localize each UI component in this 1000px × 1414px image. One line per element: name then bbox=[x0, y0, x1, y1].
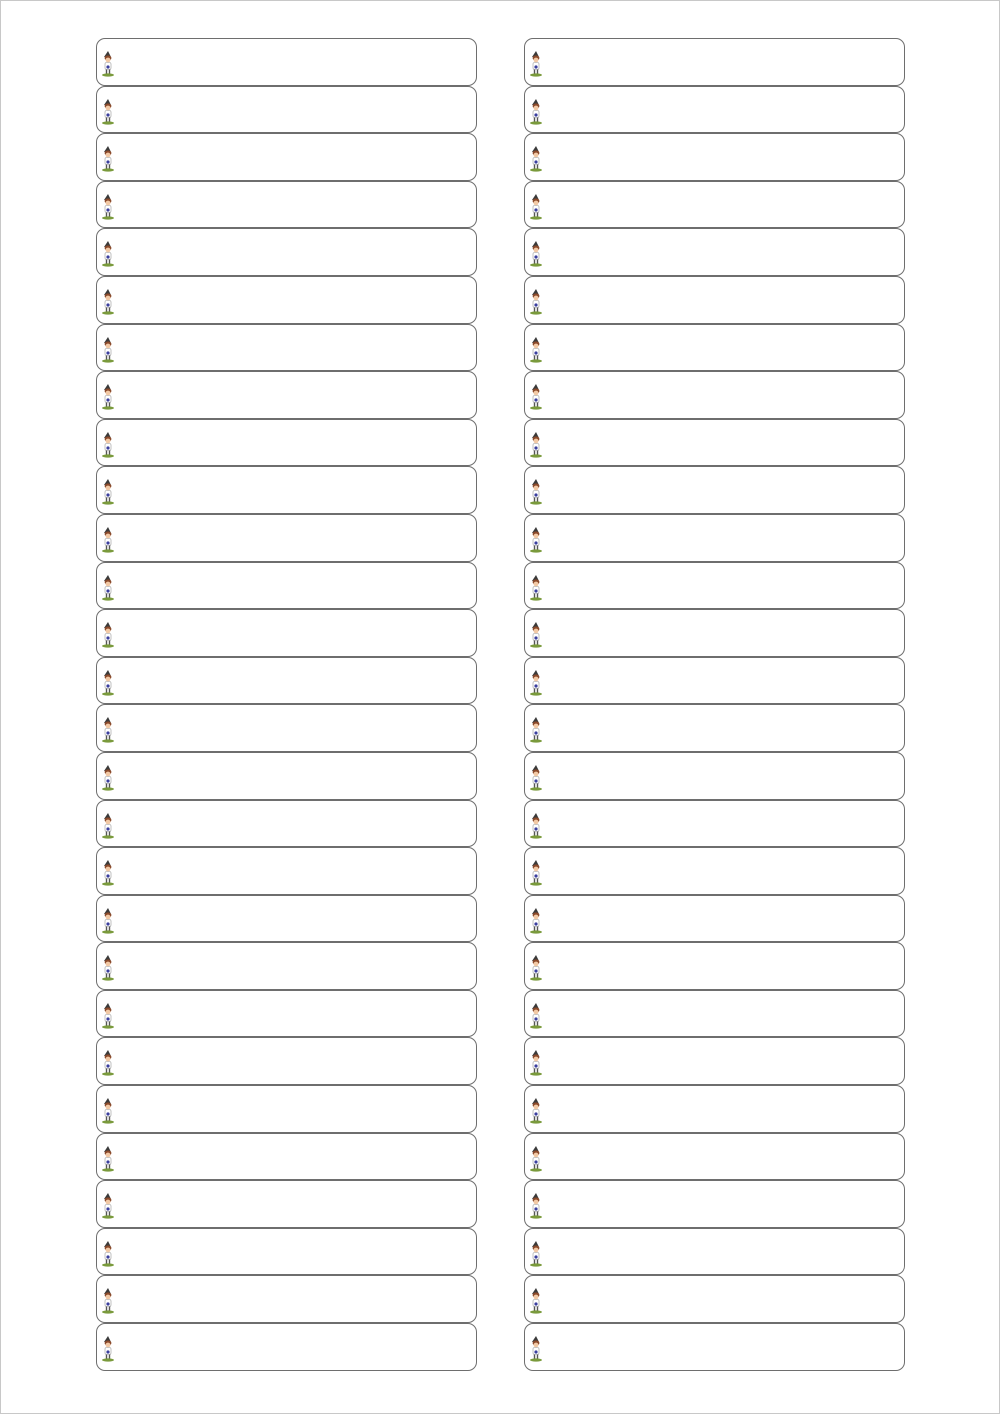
cartoon-child-figure-icon bbox=[101, 670, 115, 698]
name-label[interactable] bbox=[96, 1275, 477, 1323]
name-label[interactable] bbox=[524, 1037, 905, 1085]
cartoon-child-figure-icon bbox=[101, 908, 115, 936]
cartoon-child-figure-icon bbox=[101, 51, 115, 79]
label-column-left bbox=[96, 38, 477, 1371]
name-label[interactable] bbox=[96, 1180, 477, 1228]
cartoon-child-figure-icon bbox=[529, 908, 543, 936]
cartoon-child-figure-icon bbox=[101, 1146, 115, 1174]
name-label[interactable] bbox=[524, 752, 905, 800]
cartoon-child-figure-icon bbox=[101, 955, 115, 983]
cartoon-child-figure-icon bbox=[101, 289, 115, 317]
cartoon-child-figure-icon bbox=[529, 289, 543, 317]
cartoon-child-figure-icon bbox=[101, 241, 115, 269]
cartoon-child-figure-icon bbox=[529, 1288, 543, 1316]
name-label[interactable] bbox=[524, 419, 905, 467]
cartoon-child-figure-icon bbox=[101, 717, 115, 745]
name-label[interactable] bbox=[524, 990, 905, 1038]
name-label[interactable] bbox=[96, 371, 477, 419]
cartoon-child-figure-icon bbox=[529, 1193, 543, 1221]
name-label[interactable] bbox=[96, 609, 477, 657]
name-label[interactable] bbox=[524, 1085, 905, 1133]
name-label[interactable] bbox=[524, 1228, 905, 1276]
label-column-right bbox=[524, 38, 905, 1371]
name-label[interactable] bbox=[524, 38, 905, 86]
name-label[interactable] bbox=[96, 990, 477, 1038]
name-label[interactable] bbox=[524, 228, 905, 276]
cartoon-child-figure-icon bbox=[101, 146, 115, 174]
name-label[interactable] bbox=[96, 514, 477, 562]
cartoon-child-figure-icon bbox=[529, 1003, 543, 1031]
cartoon-child-figure-icon bbox=[101, 384, 115, 412]
name-label[interactable] bbox=[96, 133, 477, 181]
name-label[interactable] bbox=[96, 562, 477, 610]
name-label[interactable] bbox=[96, 847, 477, 895]
cartoon-child-figure-icon bbox=[529, 99, 543, 127]
cartoon-child-figure-icon bbox=[529, 813, 543, 841]
name-label[interactable] bbox=[524, 704, 905, 752]
cartoon-child-figure-icon bbox=[101, 1003, 115, 1031]
cartoon-child-figure-icon bbox=[529, 1050, 543, 1078]
cartoon-child-figure-icon bbox=[101, 1288, 115, 1316]
name-label[interactable] bbox=[524, 657, 905, 705]
cartoon-child-figure-icon bbox=[529, 146, 543, 174]
name-label[interactable] bbox=[96, 38, 477, 86]
name-label[interactable] bbox=[524, 276, 905, 324]
cartoon-child-figure-icon bbox=[101, 1098, 115, 1126]
name-label[interactable] bbox=[524, 324, 905, 372]
cartoon-child-figure-icon bbox=[529, 1146, 543, 1174]
name-label[interactable] bbox=[96, 276, 477, 324]
name-label[interactable] bbox=[96, 228, 477, 276]
cartoon-child-figure-icon bbox=[101, 575, 115, 603]
name-label[interactable] bbox=[524, 1275, 905, 1323]
cartoon-child-figure-icon bbox=[529, 194, 543, 222]
cartoon-child-figure-icon bbox=[529, 51, 543, 79]
name-label[interactable] bbox=[524, 86, 905, 134]
name-label[interactable] bbox=[96, 942, 477, 990]
cartoon-child-figure-icon bbox=[529, 717, 543, 745]
name-label[interactable] bbox=[96, 466, 477, 514]
cartoon-child-figure-icon bbox=[529, 337, 543, 365]
name-label[interactable] bbox=[524, 800, 905, 848]
name-label[interactable] bbox=[96, 1037, 477, 1085]
cartoon-child-figure-icon bbox=[101, 1241, 115, 1269]
cartoon-child-figure-icon bbox=[101, 527, 115, 555]
cartoon-child-figure-icon bbox=[101, 432, 115, 460]
cartoon-child-figure-icon bbox=[101, 99, 115, 127]
name-label[interactable] bbox=[96, 86, 477, 134]
name-label[interactable] bbox=[96, 419, 477, 467]
cartoon-child-figure-icon bbox=[101, 765, 115, 793]
cartoon-child-figure-icon bbox=[101, 479, 115, 507]
name-label[interactable] bbox=[524, 609, 905, 657]
cartoon-child-figure-icon bbox=[529, 765, 543, 793]
cartoon-child-figure-icon bbox=[529, 860, 543, 888]
cartoon-child-figure-icon bbox=[529, 479, 543, 507]
name-label[interactable] bbox=[96, 800, 477, 848]
name-label[interactable] bbox=[524, 1323, 905, 1371]
cartoon-child-figure-icon bbox=[101, 194, 115, 222]
name-label[interactable] bbox=[524, 514, 905, 562]
name-label[interactable] bbox=[96, 1228, 477, 1276]
cartoon-child-figure-icon bbox=[101, 337, 115, 365]
cartoon-child-figure-icon bbox=[529, 432, 543, 460]
cartoon-child-figure-icon bbox=[101, 1336, 115, 1364]
cartoon-child-figure-icon bbox=[101, 813, 115, 841]
cartoon-child-figure-icon bbox=[529, 622, 543, 650]
name-label[interactable] bbox=[524, 466, 905, 514]
name-label[interactable] bbox=[96, 181, 477, 229]
name-label[interactable] bbox=[96, 752, 477, 800]
cartoon-child-figure-icon bbox=[101, 860, 115, 888]
name-label[interactable] bbox=[524, 371, 905, 419]
name-label[interactable] bbox=[524, 1180, 905, 1228]
cartoon-child-figure-icon bbox=[529, 1336, 543, 1364]
name-label[interactable] bbox=[524, 847, 905, 895]
cartoon-child-figure-icon bbox=[529, 1098, 543, 1126]
cartoon-child-figure-icon bbox=[529, 384, 543, 412]
cartoon-child-figure-icon bbox=[529, 575, 543, 603]
name-label[interactable] bbox=[96, 1085, 477, 1133]
cartoon-child-figure-icon bbox=[101, 1193, 115, 1221]
cartoon-child-figure-icon bbox=[529, 670, 543, 698]
cartoon-child-figure-icon bbox=[529, 527, 543, 555]
cartoon-child-figure-icon bbox=[101, 1050, 115, 1078]
name-label[interactable] bbox=[524, 895, 905, 943]
name-label[interactable] bbox=[524, 942, 905, 990]
name-label[interactable] bbox=[96, 895, 477, 943]
name-label[interactable] bbox=[524, 1133, 905, 1181]
name-label[interactable] bbox=[96, 1133, 477, 1181]
cartoon-child-figure-icon bbox=[529, 1241, 543, 1269]
cartoon-child-figure-icon bbox=[529, 241, 543, 269]
name-label[interactable] bbox=[524, 133, 905, 181]
name-label[interactable] bbox=[524, 562, 905, 610]
name-label[interactable] bbox=[96, 1323, 477, 1371]
name-label[interactable] bbox=[96, 324, 477, 372]
cartoon-child-figure-icon bbox=[529, 955, 543, 983]
cartoon-child-figure-icon bbox=[101, 622, 115, 650]
name-label[interactable] bbox=[96, 704, 477, 752]
name-label[interactable] bbox=[96, 657, 477, 705]
name-label[interactable] bbox=[524, 181, 905, 229]
